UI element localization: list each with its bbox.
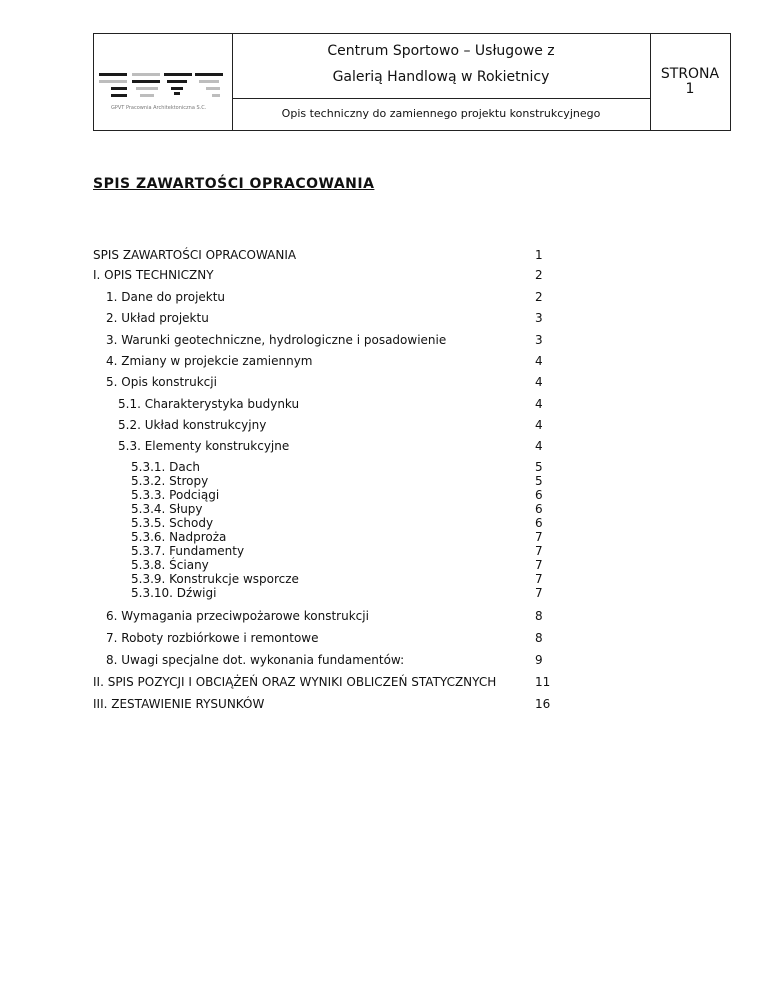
toc-entry-page: 3 [535, 333, 543, 347]
toc-entry-page: 8 [535, 609, 543, 623]
document-title: SPIS ZAWARTOŚCI OPRACOWANIA [93, 176, 375, 192]
toc-entry-label: 5.3.2. Stropy [131, 474, 209, 488]
toc-entry-label: 5.3.7. Fundamenty [131, 544, 245, 558]
toc-entry-label: SPIS ZAWARTOŚCI OPRACOWANIA [93, 248, 297, 262]
toc-entry-page: 5 [535, 460, 543, 474]
logo-caption: GPVT Pracownia Architektoniczna S.C. [111, 105, 207, 111]
toc-entry-page: 7 [535, 572, 543, 586]
toc-entry-page: 9 [535, 653, 543, 667]
toc-entry-label: 5. Opis konstrukcji [106, 375, 217, 389]
toc-entry-page: 6 [535, 488, 543, 502]
toc-entry-page: 1 [535, 248, 543, 262]
page-number: 1 [685, 81, 695, 97]
toc-entry-page: 2 [535, 290, 543, 304]
toc-entry-page: 4 [535, 397, 543, 411]
toc-entry-label: I. OPIS TECHNICZNY [93, 268, 214, 282]
project-title-line-1: Centrum Sportowo – Usługowe z [327, 43, 555, 59]
toc-entry-page: 6 [535, 502, 543, 516]
toc-entry-page: 4 [535, 354, 543, 368]
toc-entry-label: 1. Dane do projektu [106, 290, 226, 304]
toc-entry-label: 5.3.6. Nadproża [131, 530, 227, 544]
project-title-line-2: Galerią Handlową w Rokietnicy [332, 69, 550, 85]
page-label: STRONA [660, 66, 720, 82]
toc-entry-page: 7 [535, 558, 543, 572]
toc-entry-label: 5.3.9. Konstrukcje wsporcze [131, 572, 299, 586]
toc-entry-label: 5.2. Układ konstrukcyjny [118, 418, 267, 432]
toc-entry-page: 6 [535, 516, 543, 530]
toc-entry-page: 4 [535, 375, 543, 389]
toc-entry-page: 8 [535, 631, 543, 645]
toc-entry-label: II. SPIS POZYCJI I OBCIĄŻEŃ ORAZ WYNIKI OBLICZEŃ STATYCZNYCH [93, 675, 497, 689]
toc-entry-page: 5 [535, 474, 543, 488]
toc-entry-label: 5.3.8. Ściany [131, 558, 209, 572]
toc-entry-page: 16 [535, 697, 551, 711]
toc-entry-page: 11 [535, 675, 551, 689]
toc-entry-page: 7 [535, 586, 543, 600]
toc-entry-label: 2. Układ projektu [106, 311, 209, 325]
toc-entry-label: 5.3.5. Schody [131, 516, 214, 530]
toc-entry-label: III. ZESTAWIENIE RYSUNKÓW [93, 697, 265, 711]
toc-entry-page: 3 [535, 311, 543, 325]
toc-entry-page: 7 [535, 530, 543, 544]
toc-entry-label: 6. Wymagania przeciwpożarowe konstrukcji [106, 609, 369, 623]
toc-entry-page: 4 [535, 439, 543, 453]
toc-entry-label: 5.3. Elementy konstrukcyjne [118, 439, 290, 453]
toc-entry-label: 5.3.10. Dźwigi [131, 586, 217, 600]
toc-entry-label: 4. Zmiany w projekcie zamiennym [106, 354, 313, 368]
toc-entry-page: 4 [535, 418, 543, 432]
toc-entry-label: 5.3.1. Dach [131, 460, 200, 474]
toc-entry-label: 5.1. Charakterystyka budynku [118, 397, 300, 411]
toc-entry-label: 5.3.3. Podciągi [131, 488, 220, 502]
toc-entry-page: 2 [535, 268, 543, 282]
toc-entry-label: 8. Uwagi specjalne dot. wykonania fundamentów: [106, 653, 405, 667]
toc-entry-page: 7 [535, 544, 543, 558]
toc-entry-label: 3. Warunki geotechniczne, hydrologiczne i posadowienie [106, 333, 447, 347]
toc-entry-label: 5.3.4. Słupy [131, 502, 203, 516]
toc-entry-label: 7. Roboty rozbiórkowe i remontowe [106, 631, 319, 645]
document-subtitle: Opis techniczny do zamiennego projektu konstrukcyjnego [281, 107, 601, 120]
